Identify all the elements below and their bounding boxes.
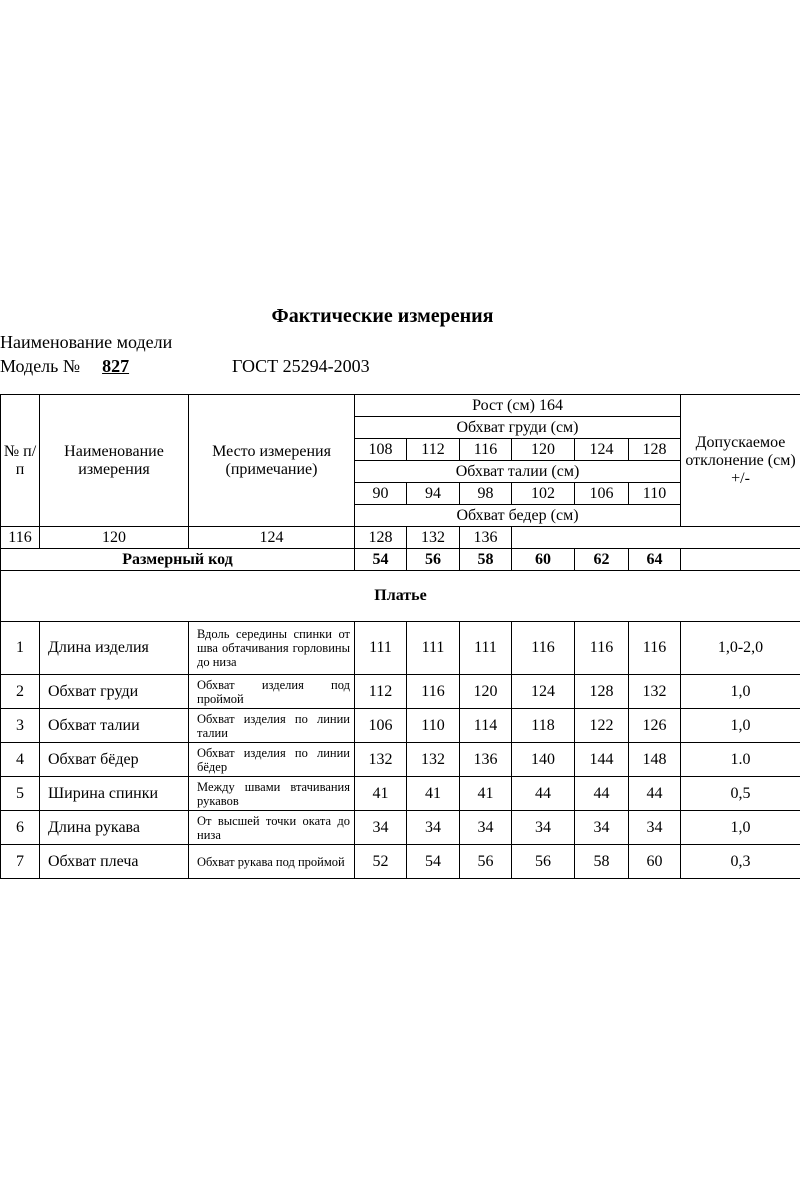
row-value: 34 [629,811,681,845]
row-value: 106 [355,709,407,743]
row-value: 34 [575,811,629,845]
row-tolerance: 1,0-2,0 [681,622,800,675]
row-value: 41 [355,777,407,811]
row-name: Обхват груди [40,675,189,709]
row-value: 111 [407,622,460,675]
hips-value: 124 [189,527,355,549]
row-tolerance: 1.0 [681,743,800,777]
row-tolerance: 0,3 [681,845,800,879]
row-place: Обхват изделия по линии талии [189,709,355,743]
waist-value: 102 [512,483,575,505]
row-value: 126 [629,709,681,743]
row-number: 1 [1,622,40,675]
row-tolerance: 1,0 [681,811,800,845]
row-number: 3 [1,709,40,743]
row-value: 60 [629,845,681,879]
row-value: 132 [407,743,460,777]
section-title: Платье [1,571,800,622]
size-code-value: 54 [355,549,407,571]
row-tolerance: 1,0 [681,675,800,709]
size-code-row [1,549,800,571]
row-name: Ширина спинки [40,777,189,811]
hips-value: 120 [40,527,189,549]
row-value: 140 [512,743,575,777]
row-value: 116 [629,622,681,675]
size-code-value: 62 [575,549,629,571]
row-value: 128 [575,675,629,709]
chest-value: 116 [460,439,512,461]
hips-value: 136 [460,527,512,549]
row-value: 112 [355,675,407,709]
chest-value: 112 [407,439,460,461]
waist-value: 110 [629,483,681,505]
hips-value: 132 [407,527,460,549]
chest-header: Обхват груди (см) [355,417,681,439]
row-value: 34 [512,811,575,845]
chest-value: 108 [355,439,407,461]
row-value: 34 [407,811,460,845]
col-place-header: Место измерения (примечание) [189,395,355,527]
row-value: 144 [575,743,629,777]
row-value: 41 [407,777,460,811]
hips-value: 128 [355,527,407,549]
section-row [1,571,800,622]
hips-values-row [1,527,800,549]
page-title: Фактические измерения [271,305,494,327]
row-place: От высшей точки оката до низа [189,811,355,845]
row-number: 4 [1,743,40,777]
tolerance-header: Допускаемое отклонение (см) +/- [681,395,800,527]
row-value: 34 [355,811,407,845]
table-row [1,777,800,811]
size-code-tolerance-empty [681,549,800,571]
table-row [1,743,800,777]
row-value: 116 [575,622,629,675]
row-value: 116 [512,622,575,675]
row-value: 58 [575,845,629,879]
row-value: 122 [575,709,629,743]
row-tolerance: 1,0 [681,709,800,743]
row-value: 56 [460,845,512,879]
row-value: 111 [460,622,512,675]
table-row [1,845,800,879]
row-number: 7 [1,845,40,879]
row-name: Обхват плеча [40,845,189,879]
row-value: 34 [460,811,512,845]
size-code-value: 58 [460,549,512,571]
height-header: Рост (см) 164 [355,395,681,417]
hips-value: 116 [1,527,40,549]
model-number: 827 [102,356,130,376]
waist-header: Обхват талии (см) [355,461,681,483]
chest-value: 128 [629,439,681,461]
row-number: 2 [1,675,40,709]
col-num-header: № п/п [1,395,40,527]
chest-value: 120 [512,439,575,461]
table-row [1,675,800,709]
table-row [1,811,800,845]
row-number: 6 [1,811,40,845]
table-row [1,709,800,743]
row-place: Обхват рукава под проймой [189,845,355,879]
row-place: Обхват изделия по линии бёдер [189,743,355,777]
row-value: 114 [460,709,512,743]
row-place: Обхват изделия под проймой [189,675,355,709]
waist-value: 94 [407,483,460,505]
row-value: 116 [407,675,460,709]
row-name: Длина изделия [40,622,189,675]
row-value: 56 [512,845,575,879]
row-value: 120 [460,675,512,709]
row-value: 110 [407,709,460,743]
model-number-label: Модель № [0,356,81,376]
row-value: 54 [407,845,460,879]
model-name-label: Наименование модели [0,332,173,352]
row-number: 5 [1,777,40,811]
hips-header: Обхват бедер (см) [355,505,681,527]
row-name: Обхват бёдер [40,743,189,777]
row-value: 136 [460,743,512,777]
row-value: 118 [512,709,575,743]
row-value: 111 [355,622,407,675]
row-place: Вдоль середины спинки от шва обтачивания горловины до низа [189,622,355,675]
size-code-value: 60 [512,549,575,571]
row-value: 44 [629,777,681,811]
row-value: 124 [512,675,575,709]
size-code-label: Размерный код [1,549,355,571]
model-number-line [0,353,370,379]
row-value: 132 [629,675,681,709]
row-value: 44 [575,777,629,811]
measurements-table [0,394,800,879]
waist-value: 98 [460,483,512,505]
col-name-header: Наименование измерения [40,395,189,527]
row-value: 44 [512,777,575,811]
row-value: 41 [460,777,512,811]
size-code-value: 64 [629,549,681,571]
row-value: 148 [629,743,681,777]
waist-value: 90 [355,483,407,505]
row-tolerance: 0,5 [681,777,800,811]
row-value: 52 [355,845,407,879]
chest-value: 124 [575,439,629,461]
row-value: 132 [355,743,407,777]
waist-value: 106 [575,483,629,505]
gost-standard: ГОСТ 25294-2003 [232,356,370,376]
row-name: Длина рукава [40,811,189,845]
row-place: Между швами втачивания рукавов [189,777,355,811]
size-code-value: 56 [407,549,460,571]
table-row [1,622,800,675]
row-name: Обхват талии [40,709,189,743]
